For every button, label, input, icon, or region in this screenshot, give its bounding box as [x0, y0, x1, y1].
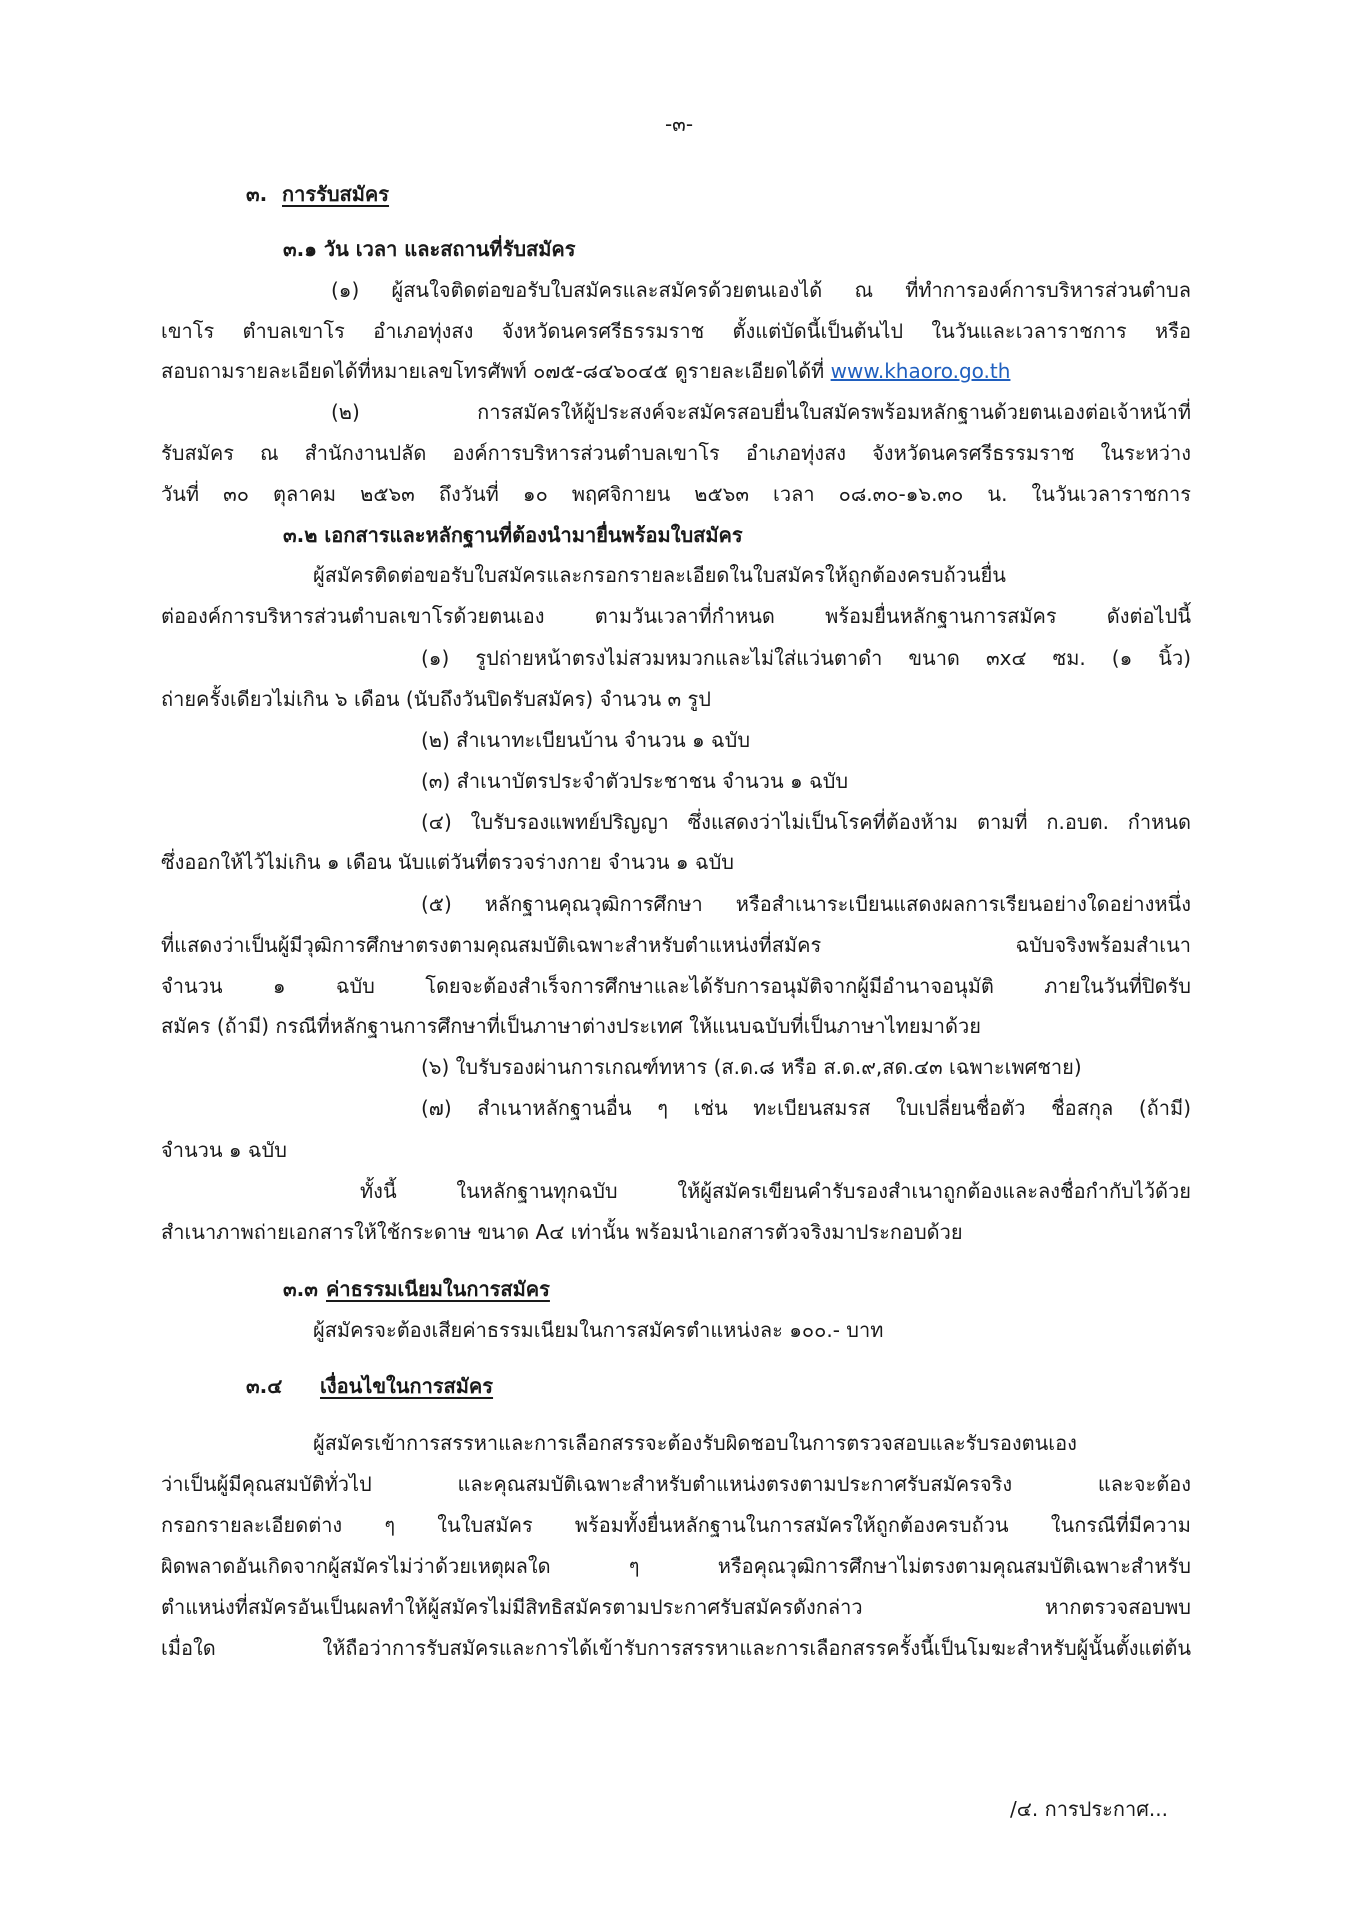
s32-item2: (๒) สำเนาทะเบียนบ้าน จำนวน ๑ ฉบับ — [421, 728, 751, 752]
s31-p2-line1: (๒) การสมัครให้ผู้ประสงค์จะสมัครสอบยื่นใบสมัครพร้อมหลักฐานด้วยตนเองต่อเจ้าหน้าที่ — [331, 400, 1191, 424]
section-3-3-number: ๓.๓ — [283, 1277, 318, 1301]
s32-intro-line2: ต่อองค์การบริหารส่วนตำบลเขาโรด้วยตนเอง ตามวันเวลาที่กำหนด พร้อมยื่นหลักฐานการสมัคร ดังต่อไปนี้ — [161, 604, 1191, 628]
s32-item1-line1: (๑) รูปถ่ายหน้าตรงไม่สวมหมวกและไม่ใส่แว่นตาดำ ขนาด ๓x๔ ซม. (๑ นิ้ว) — [421, 646, 1191, 670]
s33-body: ผู้สมัครจะต้องเสียค่าธรรมเนียมในการสมัครตำแหน่งละ ๑๐๐.- บาท — [313, 1318, 884, 1342]
s31-p1-line3 — [161, 357, 1010, 385]
s32-item7-line2: จำนวน ๑ ฉบับ — [161, 1138, 287, 1162]
s32-intro-line1: ผู้สมัครติดต่อขอรับใบสมัครและกรอกรายละเอียดในใบสมัครให้ถูกต้องครบถ้วนยื่น — [313, 563, 1006, 587]
s32-item3: (๓) สำเนาบัตรประจำตัวประชาชน จำนวน ๑ ฉบับ — [421, 769, 849, 793]
s32-note-line1: ทั้งนี้ ในหลักฐานทุกฉบับ ให้ผู้สมัครเขียนคำรับรองสำเนาถูกต้องและลงชื่อกำกับไว้ด้วย — [360, 1179, 1191, 1203]
s32-item1-line2: ถ่ายครั้งเดียวไม่เกิน ๖ เดือน (นับถึงวันปิดรับสมัคร) จำนวน ๓ รูป — [161, 687, 711, 711]
s31-p2-line3: วันที่ ๓๐ ตุลาคม ๒๕๖๓ ถึงวันที่ ๑๐ พฤศจิกายน ๒๕๖๓ เวลา ๐๘.๓๐-๑๖.๓๐ น. ในวันเวลาราชการ — [161, 482, 1191, 506]
s32-item5-line1: (๕) หลักฐานคุณวุฒิการศึกษา หรือสำเนาระเบียนแสดงผลการเรียนอย่างใดอย่างหนึ่ง — [421, 892, 1191, 916]
page-number: -๓- — [664, 112, 694, 136]
section-3-number: ๓. — [246, 182, 268, 206]
section-3-1-heading: ๓.๑ วัน เวลา และสถานที่รับสมัคร — [283, 237, 576, 261]
s32-note-line2: สำเนาภาพถ่ายเอกสารให้ใช้กระดาษ ขนาด A๔ เท่านั้น พร้อมนำเอกสารตัวจริงมาประกอบด้วย — [161, 1220, 963, 1244]
s32-item6: (๖) ใบรับรองผ่านการเกณฑ์ทหาร (ส.ด.๘ หรือ ส.ด.๙,สด.๔๓ เฉพาะเพศชาย) — [421, 1055, 1082, 1079]
s34-line5: ตำแหน่งที่สมัครอันเป็นผลทำให้ผู้สมัครไม่มีสิทธิสมัครตามประกาศรับสมัครดังกล่าว หากตรวจสอบพบ — [161, 1595, 1191, 1619]
continuation-note: /๔. การประกาศ... — [1010, 1797, 1168, 1821]
s31-p1-line3-text: สอบถามรายละเอียดได้ที่หมายเลขโทรศัพท์ ๐๗๕-๘๔๖๐๔๕ ดูรายละเอียดได้ที่ — [161, 359, 831, 383]
s34-line4: ผิดพลาดอันเกิดจากผู้สมัครไม่ว่าด้วยเหตุผลใด ๆ หรือคุณวุฒิการศึกษาไม่ตรงตามคุณสมบัติเฉพาะสำหรับ — [161, 1554, 1191, 1578]
s32-item5-line3: จำนวน ๑ ฉบับ โดยจะต้องสำเร็จการศึกษาและได้รับการอนุมัติจากผู้มีอำนาจอนุมัติ ภายในวันที่ปิดรับ — [161, 974, 1191, 998]
s34-line1: ผู้สมัครเข้าการสรรหาและการเลือกสรรจะต้องรับผิดชอบในการตรวจสอบและรับรองตนเอง — [313, 1431, 1077, 1455]
s34-line3: กรอกรายละเอียดต่าง ๆ ในใบสมัคร พร้อมทั้งยื่นหลักฐานในการสมัครให้ถูกต้องครบถ้วน ในกรณีที่มีความ — [161, 1513, 1191, 1537]
section-3-title: การรับสมัคร — [282, 182, 390, 206]
s32-item4-line2: ซึ่งออกให้ไว้ไม่เกิน ๑ เดือน นับแต่วันที่ตรวจร่างกาย จำนวน ๑ ฉบับ — [161, 850, 734, 874]
s31-p1-line1: (๑) ผู้สนใจติดต่อขอรับใบสมัครและสมัครด้วยตนเองได้ ณ ที่ทำการองค์การบริหารส่วนตำบล — [331, 278, 1191, 302]
section-3-3-title: ค่าธรรมเนียมในการสมัคร — [326, 1277, 550, 1301]
section-3-4-number: ๓.๔ — [246, 1374, 283, 1398]
s34-line6: เมื่อใด ให้ถือว่าการรับสมัครและการได้เข้ารับการสรรหาและการเลือกสรรครั้งนี้เป็นโมฆะสำหรับผู้นั้นตั้งแต่ต้น — [161, 1636, 1191, 1660]
s32-item5-line4: สมัคร (ถ้ามี) กรณีที่หลักฐานการศึกษาที่เป็นภาษาต่างประเทศ ให้แนบฉบับที่เป็นภาษาไทยมาด้วย — [161, 1014, 981, 1038]
s31-p2-line2: รับสมัคร ณ สำนักงานปลัด องค์การบริหารส่วนตำบลเขาโร อำเภอทุ่งสง จังหวัดนครศรีธรรมราช ในระหว่าง — [161, 441, 1191, 465]
s31-p1-line2: เขาโร ตำบลเขาโร อำเภอทุ่งสง จังหวัดนครศรีธรรมราช ตั้งแต่บัดนี้เป็นต้นไป ในวันและเวลาราชการ หรือ — [161, 319, 1191, 343]
s32-item5-line2: ที่แสดงว่าเป็นผู้มีวุฒิการศึกษาตรงตามคุณสมบัติเฉพาะสำหรับตำแหน่งที่สมัคร ฉบับจริงพร้อมสำเนา — [161, 933, 1191, 957]
website-link[interactable]: www.khaoro.go.th — [830, 359, 1011, 383]
section-3-2-heading: ๓.๒ เอกสารและหลักฐานที่ต้องนำมายื่นพร้อมใบสมัคร — [283, 523, 743, 547]
s32-item4-line1: (๔) ใบรับรองแพทย์ปริญญา ซึ่งแสดงว่าไม่เป็นโรคที่ต้องห้าม ตามที่ ก.อบต. กำหนด — [421, 810, 1191, 834]
s34-line2: ว่าเป็นผู้มีคุณสมบัติทั่วไป และคุณสมบัติเฉพาะสำหรับตำแหน่งตรงตามประกาศรับสมัครจริง และจะต้อง — [161, 1472, 1191, 1496]
section-3-4-title: เงื่อนไขในการสมัคร — [320, 1374, 494, 1398]
s32-item7-line1: (๗) สำเนาหลักฐานอื่น ๆ เช่น ทะเบียนสมรส ใบเปลี่ยนชื่อตัว ชื่อสกุล (ถ้ามี) — [421, 1096, 1191, 1120]
